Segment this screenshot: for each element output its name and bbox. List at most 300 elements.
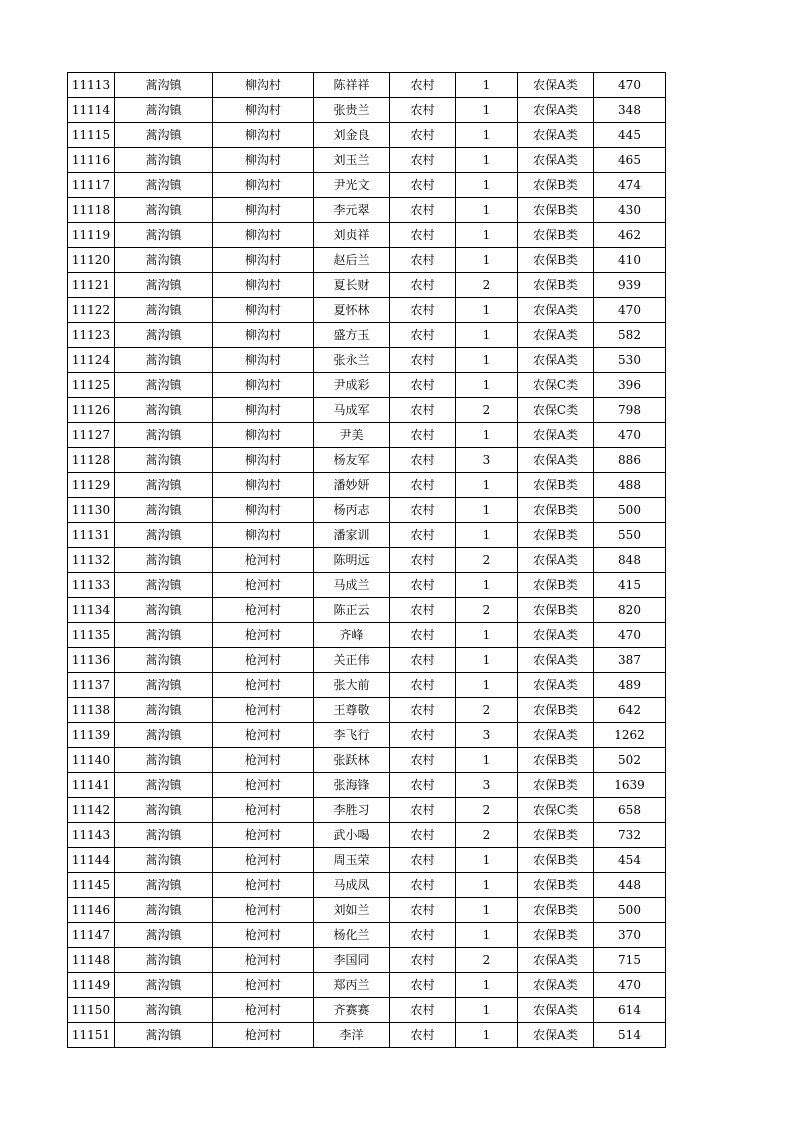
cell-record-id: 11131 (68, 523, 115, 548)
cell-amount: 500 (594, 498, 666, 523)
table-row (68, 473, 666, 498)
cell-insurance-category: 农保A类 (518, 998, 594, 1023)
cell-village: 枪河村 (213, 598, 314, 623)
cell-town: 蒿沟镇 (115, 473, 213, 498)
cell-household-type: 农村 (390, 273, 456, 298)
cell-village: 枪河村 (213, 898, 314, 923)
cell-amount: 500 (594, 898, 666, 923)
table-row (68, 973, 666, 998)
cell-household-type: 农村 (390, 123, 456, 148)
cell-amount: 470 (594, 623, 666, 648)
cell-person-count: 2 (456, 273, 518, 298)
cell-village: 柳沟村 (213, 448, 314, 473)
cell-person-count: 1 (456, 573, 518, 598)
table-row (68, 748, 666, 773)
cell-record-id: 11115 (68, 123, 115, 148)
cell-insurance-category: 农保B类 (518, 923, 594, 948)
cell-household-type: 农村 (390, 198, 456, 223)
cell-amount: 939 (594, 273, 666, 298)
cell-record-id: 11126 (68, 398, 115, 423)
table-row (68, 523, 666, 548)
table-row (68, 548, 666, 573)
cell-person-count: 1 (456, 373, 518, 398)
cell-record-id: 11128 (68, 448, 115, 473)
cell-household-type: 农村 (390, 873, 456, 898)
cell-person-count: 2 (456, 698, 518, 723)
cell-name: 夏怀林 (314, 298, 390, 323)
cell-amount: 462 (594, 223, 666, 248)
cell-record-id: 11148 (68, 948, 115, 973)
cell-village: 柳沟村 (213, 498, 314, 523)
cell-person-count: 2 (456, 798, 518, 823)
cell-record-id: 11135 (68, 623, 115, 648)
cell-amount: 410 (594, 248, 666, 273)
cell-town: 蒿沟镇 (115, 348, 213, 373)
cell-amount: 848 (594, 548, 666, 573)
cell-household-type: 农村 (390, 598, 456, 623)
cell-household-type: 农村 (390, 448, 456, 473)
cell-name: 张跃林 (314, 748, 390, 773)
cell-record-id: 11119 (68, 223, 115, 248)
table-row (68, 298, 666, 323)
table-row (68, 798, 666, 823)
cell-record-id: 11125 (68, 373, 115, 398)
cell-village: 枪河村 (213, 548, 314, 573)
cell-household-type: 农村 (390, 673, 456, 698)
cell-name: 马成兰 (314, 573, 390, 598)
cell-amount: 1639 (594, 773, 666, 798)
cell-village: 柳沟村 (213, 298, 314, 323)
cell-person-count: 1 (456, 223, 518, 248)
cell-village: 柳沟村 (213, 373, 314, 398)
cell-village: 枪河村 (213, 923, 314, 948)
cell-village: 枪河村 (213, 973, 314, 998)
cell-village: 柳沟村 (213, 423, 314, 448)
cell-person-count: 1 (456, 148, 518, 173)
cell-name: 刘金良 (314, 123, 390, 148)
cell-household-type: 农村 (390, 148, 456, 173)
cell-household-type: 农村 (390, 998, 456, 1023)
cell-name: 李飞行 (314, 723, 390, 748)
cell-village: 柳沟村 (213, 273, 314, 298)
table-row (68, 698, 666, 723)
cell-amount: 387 (594, 648, 666, 673)
cell-amount: 445 (594, 123, 666, 148)
cell-person-count: 1 (456, 198, 518, 223)
cell-name: 刘玉兰 (314, 148, 390, 173)
cell-amount: 370 (594, 923, 666, 948)
cell-household-type: 农村 (390, 648, 456, 673)
cell-name: 刘如兰 (314, 898, 390, 923)
cell-village: 枪河村 (213, 798, 314, 823)
cell-insurance-category: 农保A类 (518, 423, 594, 448)
cell-town: 蒿沟镇 (115, 773, 213, 798)
cell-person-count: 3 (456, 723, 518, 748)
table-row (68, 248, 666, 273)
cell-household-type: 农村 (390, 973, 456, 998)
cell-amount: 489 (594, 673, 666, 698)
cell-household-type: 农村 (390, 773, 456, 798)
cell-town: 蒿沟镇 (115, 123, 213, 148)
cell-household-type: 农村 (390, 548, 456, 573)
cell-person-count: 1 (456, 348, 518, 373)
cell-record-id: 11150 (68, 998, 115, 1023)
cell-person-count: 1 (456, 323, 518, 348)
cell-name: 陈祥祥 (314, 73, 390, 98)
cell-insurance-category: 农保A类 (518, 623, 594, 648)
cell-amount: 348 (594, 98, 666, 123)
cell-insurance-category: 农保B类 (518, 473, 594, 498)
cell-household-type: 农村 (390, 73, 456, 98)
table-row (68, 448, 666, 473)
cell-person-count: 1 (456, 1023, 518, 1048)
cell-insurance-category: 农保A类 (518, 973, 594, 998)
cell-name: 王尊敬 (314, 698, 390, 723)
cell-insurance-category: 农保B类 (518, 823, 594, 848)
cell-record-id: 11114 (68, 98, 115, 123)
cell-name: 盛方玉 (314, 323, 390, 348)
cell-town: 蒿沟镇 (115, 448, 213, 473)
cell-insurance-category: 农保B类 (518, 523, 594, 548)
cell-household-type: 农村 (390, 348, 456, 373)
cell-village: 柳沟村 (213, 473, 314, 498)
cell-insurance-category: 农保A类 (518, 948, 594, 973)
cell-town: 蒿沟镇 (115, 623, 213, 648)
cell-record-id: 11136 (68, 648, 115, 673)
cell-insurance-category: 农保A类 (518, 148, 594, 173)
cell-village: 枪河村 (213, 648, 314, 673)
cell-town: 蒿沟镇 (115, 873, 213, 898)
cell-amount: 658 (594, 798, 666, 823)
cell-amount: 715 (594, 948, 666, 973)
cell-record-id: 11146 (68, 898, 115, 923)
cell-person-count: 1 (456, 848, 518, 873)
table-row (68, 998, 666, 1023)
cell-insurance-category: 农保A类 (518, 348, 594, 373)
cell-person-count: 3 (456, 773, 518, 798)
cell-town: 蒿沟镇 (115, 498, 213, 523)
cell-person-count: 2 (456, 548, 518, 573)
table-row (68, 198, 666, 223)
cell-town: 蒿沟镇 (115, 698, 213, 723)
cell-amount: 550 (594, 523, 666, 548)
cell-town: 蒿沟镇 (115, 548, 213, 573)
cell-amount: 582 (594, 323, 666, 348)
cell-household-type: 农村 (390, 498, 456, 523)
cell-village: 柳沟村 (213, 523, 314, 548)
cell-village: 柳沟村 (213, 398, 314, 423)
cell-household-type: 农村 (390, 948, 456, 973)
cell-person-count: 1 (456, 748, 518, 773)
cell-insurance-category: 农保A类 (518, 323, 594, 348)
cell-name: 陈明远 (314, 548, 390, 573)
cell-name: 张永兰 (314, 348, 390, 373)
cell-name: 尹美 (314, 423, 390, 448)
cell-name: 陈正云 (314, 598, 390, 623)
cell-record-id: 11138 (68, 698, 115, 723)
cell-amount: 470 (594, 298, 666, 323)
cell-amount: 415 (594, 573, 666, 598)
table-row (68, 148, 666, 173)
cell-insurance-category: 农保B类 (518, 748, 594, 773)
data-table (67, 72, 666, 1048)
cell-town: 蒿沟镇 (115, 398, 213, 423)
table-row (68, 573, 666, 598)
cell-town: 蒿沟镇 (115, 73, 213, 98)
table-row (68, 173, 666, 198)
cell-village: 枪河村 (213, 948, 314, 973)
cell-person-count: 2 (456, 598, 518, 623)
cell-insurance-category: 农保A类 (518, 73, 594, 98)
table-row (68, 123, 666, 148)
cell-village: 枪河村 (213, 998, 314, 1023)
table-row (68, 773, 666, 798)
cell-person-count: 1 (456, 973, 518, 998)
cell-name: 李洋 (314, 1023, 390, 1048)
table-body (68, 73, 666, 1048)
table-row (68, 348, 666, 373)
cell-insurance-category: 农保C类 (518, 373, 594, 398)
cell-name: 尹成彩 (314, 373, 390, 398)
cell-village: 枪河村 (213, 873, 314, 898)
table-row (68, 1023, 666, 1048)
cell-town: 蒿沟镇 (115, 523, 213, 548)
cell-town: 蒿沟镇 (115, 848, 213, 873)
cell-village: 枪河村 (213, 748, 314, 773)
cell-amount: 488 (594, 473, 666, 498)
cell-person-count: 1 (456, 898, 518, 923)
cell-name: 郑丙兰 (314, 973, 390, 998)
cell-amount: 732 (594, 823, 666, 848)
cell-amount: 514 (594, 1023, 666, 1048)
cell-insurance-category: 农保A类 (518, 448, 594, 473)
cell-name: 杨化兰 (314, 923, 390, 948)
cell-record-id: 11134 (68, 598, 115, 623)
cell-town: 蒿沟镇 (115, 998, 213, 1023)
cell-insurance-category: 农保A类 (518, 648, 594, 673)
cell-record-id: 11143 (68, 823, 115, 848)
cell-record-id: 11145 (68, 873, 115, 898)
cell-amount: 502 (594, 748, 666, 773)
cell-name: 夏长财 (314, 273, 390, 298)
cell-household-type: 农村 (390, 923, 456, 948)
cell-village: 枪河村 (213, 623, 314, 648)
cell-household-type: 农村 (390, 798, 456, 823)
cell-name: 关正伟 (314, 648, 390, 673)
cell-town: 蒿沟镇 (115, 423, 213, 448)
cell-town: 蒿沟镇 (115, 648, 213, 673)
cell-town: 蒿沟镇 (115, 798, 213, 823)
cell-household-type: 农村 (390, 248, 456, 273)
cell-town: 蒿沟镇 (115, 973, 213, 998)
cell-town: 蒿沟镇 (115, 723, 213, 748)
cell-amount: 798 (594, 398, 666, 423)
cell-household-type: 农村 (390, 298, 456, 323)
cell-record-id: 11127 (68, 423, 115, 448)
cell-town: 蒿沟镇 (115, 948, 213, 973)
cell-household-type: 农村 (390, 573, 456, 598)
cell-amount: 470 (594, 423, 666, 448)
cell-amount: 465 (594, 148, 666, 173)
cell-name: 马成凤 (314, 873, 390, 898)
cell-amount: 820 (594, 598, 666, 623)
cell-household-type: 农村 (390, 623, 456, 648)
cell-household-type: 农村 (390, 823, 456, 848)
cell-household-type: 农村 (390, 173, 456, 198)
table-row (68, 73, 666, 98)
cell-household-type: 农村 (390, 523, 456, 548)
cell-name: 杨友军 (314, 448, 390, 473)
cell-person-count: 1 (456, 73, 518, 98)
cell-household-type: 农村 (390, 698, 456, 723)
table-row (68, 223, 666, 248)
table-row (68, 823, 666, 848)
cell-insurance-category: 农保C类 (518, 798, 594, 823)
cell-person-count: 1 (456, 498, 518, 523)
cell-insurance-category: 农保B类 (518, 498, 594, 523)
cell-amount: 614 (594, 998, 666, 1023)
cell-amount: 396 (594, 373, 666, 398)
cell-household-type: 农村 (390, 748, 456, 773)
cell-record-id: 11113 (68, 73, 115, 98)
cell-household-type: 农村 (390, 848, 456, 873)
cell-name: 潘妙妍 (314, 473, 390, 498)
cell-name: 武小喝 (314, 823, 390, 848)
cell-record-id: 11130 (68, 498, 115, 523)
cell-insurance-category: 农保B类 (518, 773, 594, 798)
cell-person-count: 1 (456, 673, 518, 698)
table-row (68, 848, 666, 873)
table-row (68, 648, 666, 673)
cell-town: 蒿沟镇 (115, 273, 213, 298)
cell-record-id: 11132 (68, 548, 115, 573)
cell-household-type: 农村 (390, 98, 456, 123)
table-row (68, 398, 666, 423)
table-row (68, 273, 666, 298)
cell-insurance-category: 农保B类 (518, 598, 594, 623)
cell-name: 尹光文 (314, 173, 390, 198)
cell-village: 枪河村 (213, 723, 314, 748)
cell-record-id: 11140 (68, 748, 115, 773)
cell-village: 柳沟村 (213, 323, 314, 348)
cell-amount: 642 (594, 698, 666, 723)
table-row (68, 723, 666, 748)
cell-record-id: 11144 (68, 848, 115, 873)
cell-amount: 430 (594, 198, 666, 223)
cell-insurance-category: 农保C类 (518, 398, 594, 423)
cell-village: 枪河村 (213, 773, 314, 798)
cell-name: 李国同 (314, 948, 390, 973)
cell-household-type: 农村 (390, 373, 456, 398)
cell-insurance-category: 农保B类 (518, 223, 594, 248)
cell-town: 蒿沟镇 (115, 673, 213, 698)
cell-person-count: 1 (456, 523, 518, 548)
cell-town: 蒿沟镇 (115, 598, 213, 623)
cell-person-count: 1 (456, 423, 518, 448)
cell-name: 潘家训 (314, 523, 390, 548)
cell-village: 柳沟村 (213, 123, 314, 148)
cell-name: 李胜习 (314, 798, 390, 823)
cell-record-id: 11147 (68, 923, 115, 948)
cell-person-count: 1 (456, 923, 518, 948)
cell-town: 蒿沟镇 (115, 223, 213, 248)
cell-record-id: 11149 (68, 973, 115, 998)
cell-village: 柳沟村 (213, 348, 314, 373)
cell-insurance-category: 农保A类 (518, 723, 594, 748)
cell-name: 马成军 (314, 398, 390, 423)
cell-amount: 530 (594, 348, 666, 373)
cell-name: 齐峰 (314, 623, 390, 648)
cell-village: 柳沟村 (213, 173, 314, 198)
cell-town: 蒿沟镇 (115, 748, 213, 773)
cell-record-id: 11121 (68, 273, 115, 298)
cell-household-type: 农村 (390, 473, 456, 498)
cell-record-id: 11124 (68, 348, 115, 373)
cell-record-id: 11118 (68, 198, 115, 223)
table-row (68, 948, 666, 973)
cell-record-id: 11151 (68, 1023, 115, 1048)
cell-town: 蒿沟镇 (115, 573, 213, 598)
cell-name: 齐赛赛 (314, 998, 390, 1023)
cell-household-type: 农村 (390, 223, 456, 248)
cell-insurance-category: 农保B类 (518, 198, 594, 223)
cell-person-count: 1 (456, 98, 518, 123)
table-row (68, 498, 666, 523)
cell-record-id: 11133 (68, 573, 115, 598)
cell-insurance-category: 农保B类 (518, 873, 594, 898)
cell-name: 杨丙志 (314, 498, 390, 523)
cell-record-id: 11129 (68, 473, 115, 498)
cell-town: 蒿沟镇 (115, 373, 213, 398)
table-row (68, 673, 666, 698)
cell-name: 张大前 (314, 673, 390, 698)
cell-record-id: 11142 (68, 798, 115, 823)
cell-person-count: 1 (456, 173, 518, 198)
cell-village: 柳沟村 (213, 223, 314, 248)
cell-insurance-category: 农保B类 (518, 898, 594, 923)
cell-record-id: 11116 (68, 148, 115, 173)
cell-insurance-category: 农保A类 (518, 98, 594, 123)
cell-record-id: 11139 (68, 723, 115, 748)
table-row (68, 323, 666, 348)
cell-record-id: 11141 (68, 773, 115, 798)
cell-name: 周玉荣 (314, 848, 390, 873)
cell-record-id: 11123 (68, 323, 115, 348)
cell-village: 柳沟村 (213, 198, 314, 223)
cell-town: 蒿沟镇 (115, 98, 213, 123)
cell-person-count: 2 (456, 948, 518, 973)
cell-insurance-category: 农保B类 (518, 573, 594, 598)
table-row (68, 373, 666, 398)
cell-insurance-category: 农保B类 (518, 848, 594, 873)
cell-name: 李元翠 (314, 198, 390, 223)
cell-town: 蒿沟镇 (115, 173, 213, 198)
cell-person-count: 3 (456, 448, 518, 473)
cell-insurance-category: 农保A类 (518, 548, 594, 573)
cell-person-count: 1 (456, 998, 518, 1023)
cell-village: 柳沟村 (213, 248, 314, 273)
cell-town: 蒿沟镇 (115, 923, 213, 948)
cell-town: 蒿沟镇 (115, 148, 213, 173)
cell-record-id: 11137 (68, 673, 115, 698)
cell-amount: 1262 (594, 723, 666, 748)
cell-insurance-category: 农保A类 (518, 298, 594, 323)
cell-household-type: 农村 (390, 723, 456, 748)
table-row (68, 898, 666, 923)
cell-person-count: 1 (456, 298, 518, 323)
cell-insurance-category: 农保A类 (518, 673, 594, 698)
cell-record-id: 11122 (68, 298, 115, 323)
